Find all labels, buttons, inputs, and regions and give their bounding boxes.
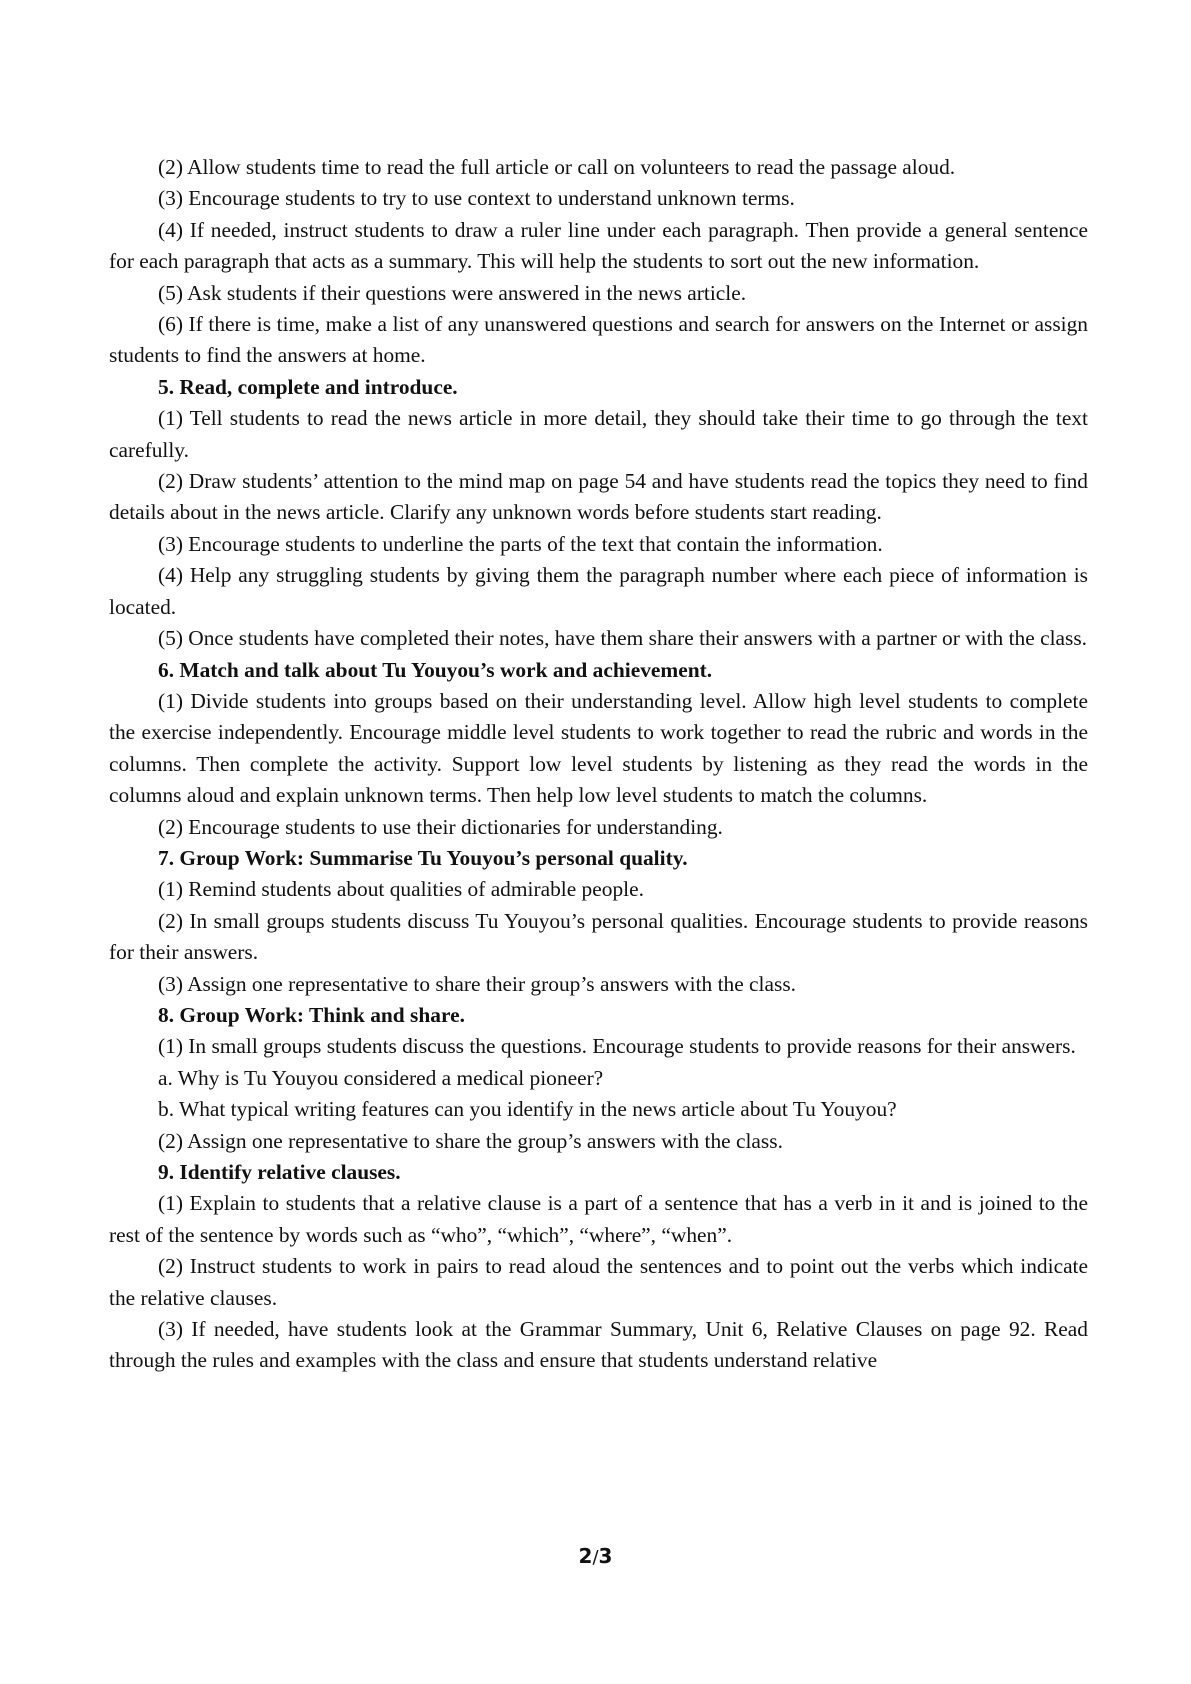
- paragraph: (2) Allow students time to read the full article or call on volunteers to read the passage aloud.: [158, 155, 956, 179]
- total-pages: 3: [598, 1544, 613, 1568]
- paragraph: (1) Remind students about qualities of admirable people.: [158, 877, 644, 902]
- paragraph: (3) If needed, have students look at the Grammar Summary, Unit 6, Relative Clauses on page 92. Read through the rules and examples with the class and ensure that students understand relative: [109, 1317, 1088, 1373]
- page-number: [0, 1544, 1191, 1570]
- paragraph: a. Why is Tu Youyou considered a medical pioneer?: [158, 1065, 604, 1090]
- section-heading: 5. Read, complete and introduce.: [158, 374, 458, 399]
- section-heading: 8. Group Work: Think and share.: [158, 1002, 465, 1027]
- paragraph: (6) If there is time, make a list of any unanswered questions and search for answers on the Internet or assign students to find the answers at home.: [109, 312, 1088, 368]
- page-separator: /: [592, 1547, 599, 1568]
- paragraph: (2) Instruct students to work in pairs to read aloud the sentences and to point out the verbs which indicate the relative clauses.: [109, 1254, 1088, 1310]
- paragraph: (2) In small groups students discuss Tu Youyou’s personal qualities. Encourage students to provide reasons for their answers.: [109, 908, 1088, 965]
- paragraph: (4) If needed, instruct students to draw a ruler line under each paragraph. Then provide a general sentence for each paragraph that acts as a summary. This will help the students to sort out the new information.: [109, 217, 1088, 274]
- paragraph: (4) Help any struggling students by giving them the paragraph number where each piece of information is located.: [109, 563, 1088, 619]
- document-body: [109, 152, 1088, 1377]
- paragraph: (1) Tell students to read the news article in more detail, they should take their time to go through the text carefully.: [109, 406, 1088, 462]
- section-heading: 7. Group Work: Summarise Tu Youyou’s personal quality.: [158, 845, 688, 870]
- paragraph: (1) Divide students into groups based on their understanding level. Allow high level students to complete the exercise independently. Encourage middle level students to work together to read the rubric and words in the columns. Then complete the activity. Support low level students by listening as they read the words in the columns aloud and explain unknown terms. Then help low level students to match the columns.: [109, 688, 1088, 808]
- section-heading: 6. Match and talk about Tu Youyou’s work and achievement.: [158, 657, 713, 682]
- paragraph: (3) Encourage students to try to use context to understand unknown terms.: [158, 186, 795, 211]
- paragraph: (1) Explain to students that a relative clause is a part of a sentence that has a verb in it and is joined to the rest of the sentence by words such as “who”, “which”, “where”, “when”.: [109, 1191, 1088, 1247]
- current-page: 2: [578, 1544, 593, 1568]
- paragraph: (3) Encourage students to underline the parts of the text that contain the information.: [158, 531, 883, 556]
- paragraph: (2) Draw students’ attention to the mind map on page 54 and have students read the topics they need to find details about in the news article. Clarify any unknown words before students start reading.: [109, 469, 1088, 525]
- paragraph: (3) Assign one representative to share their group’s answers with the class.: [158, 971, 796, 996]
- paragraph: (2) Encourage students to use their dictionaries for understanding.: [158, 814, 723, 839]
- paragraph: (1) In small groups students discuss the questions. Encourage students to provide reasons for their answers.: [158, 1034, 1076, 1059]
- section-heading: 9. Identify relative clauses.: [158, 1160, 401, 1184]
- paragraph: (5) Ask students if their questions were answered in the news article.: [158, 280, 747, 305]
- paragraph: b. What typical writing features can you identify in the news article about Tu Youyou?: [158, 1097, 897, 1122]
- paragraph: (2) Assign one representative to share the group’s answers with the class.: [158, 1128, 783, 1153]
- paragraph: (5) Once students have completed their notes, have them share their answers with a partner or with the class.: [158, 626, 1087, 651]
